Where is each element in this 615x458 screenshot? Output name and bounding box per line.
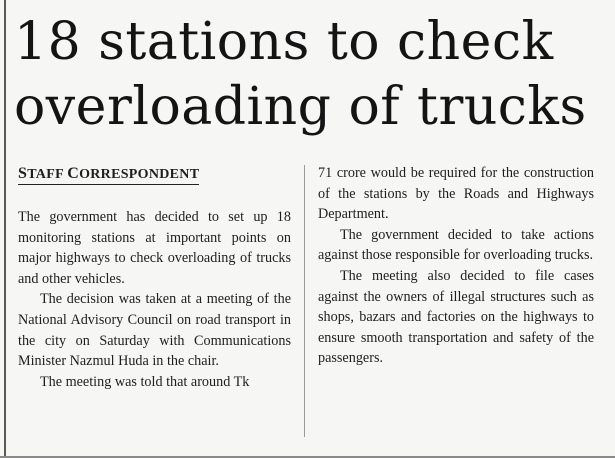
byline-initial-1: S xyxy=(18,165,28,182)
headline: 18 stations to check overloading of trucks xyxy=(14,12,587,137)
article-column-right xyxy=(318,163,594,369)
byline-rest-2: ORRESPONDENT xyxy=(79,167,200,182)
paragraph-5: The meeting also decided to file cases against the owners of illegal structures such as shops, bazars and factories on the highways to ensure smooth transportation and safety of the passengers. xyxy=(318,267,594,367)
column-divider xyxy=(304,165,305,437)
byline-rest-1: TAFF xyxy=(27,167,68,182)
paragraph-1: The government has decided to set up 18 monitoring stations at important points on major highways to check overloading of trucks and other vehicles. xyxy=(18,209,291,287)
left-column-rule xyxy=(4,0,6,458)
article-column-left xyxy=(18,207,291,392)
byline-initial-2: C xyxy=(67,165,80,182)
paragraph-2: The decision was taken at a meeting of the National Advisory Council on road transport in the city on Saturday with Communications Minister Nazmul Huda in the chair. xyxy=(18,291,291,370)
paragraph-3-continued: 71 crore would be required for the construction of the stations by the Roads and Highways Department. xyxy=(318,165,594,223)
byline xyxy=(18,166,199,185)
paragraph-4: The government decided to take actions against those responsible for overloading trucks. xyxy=(318,226,594,264)
paragraph-3: The meeting was told that around Tk xyxy=(40,373,250,390)
